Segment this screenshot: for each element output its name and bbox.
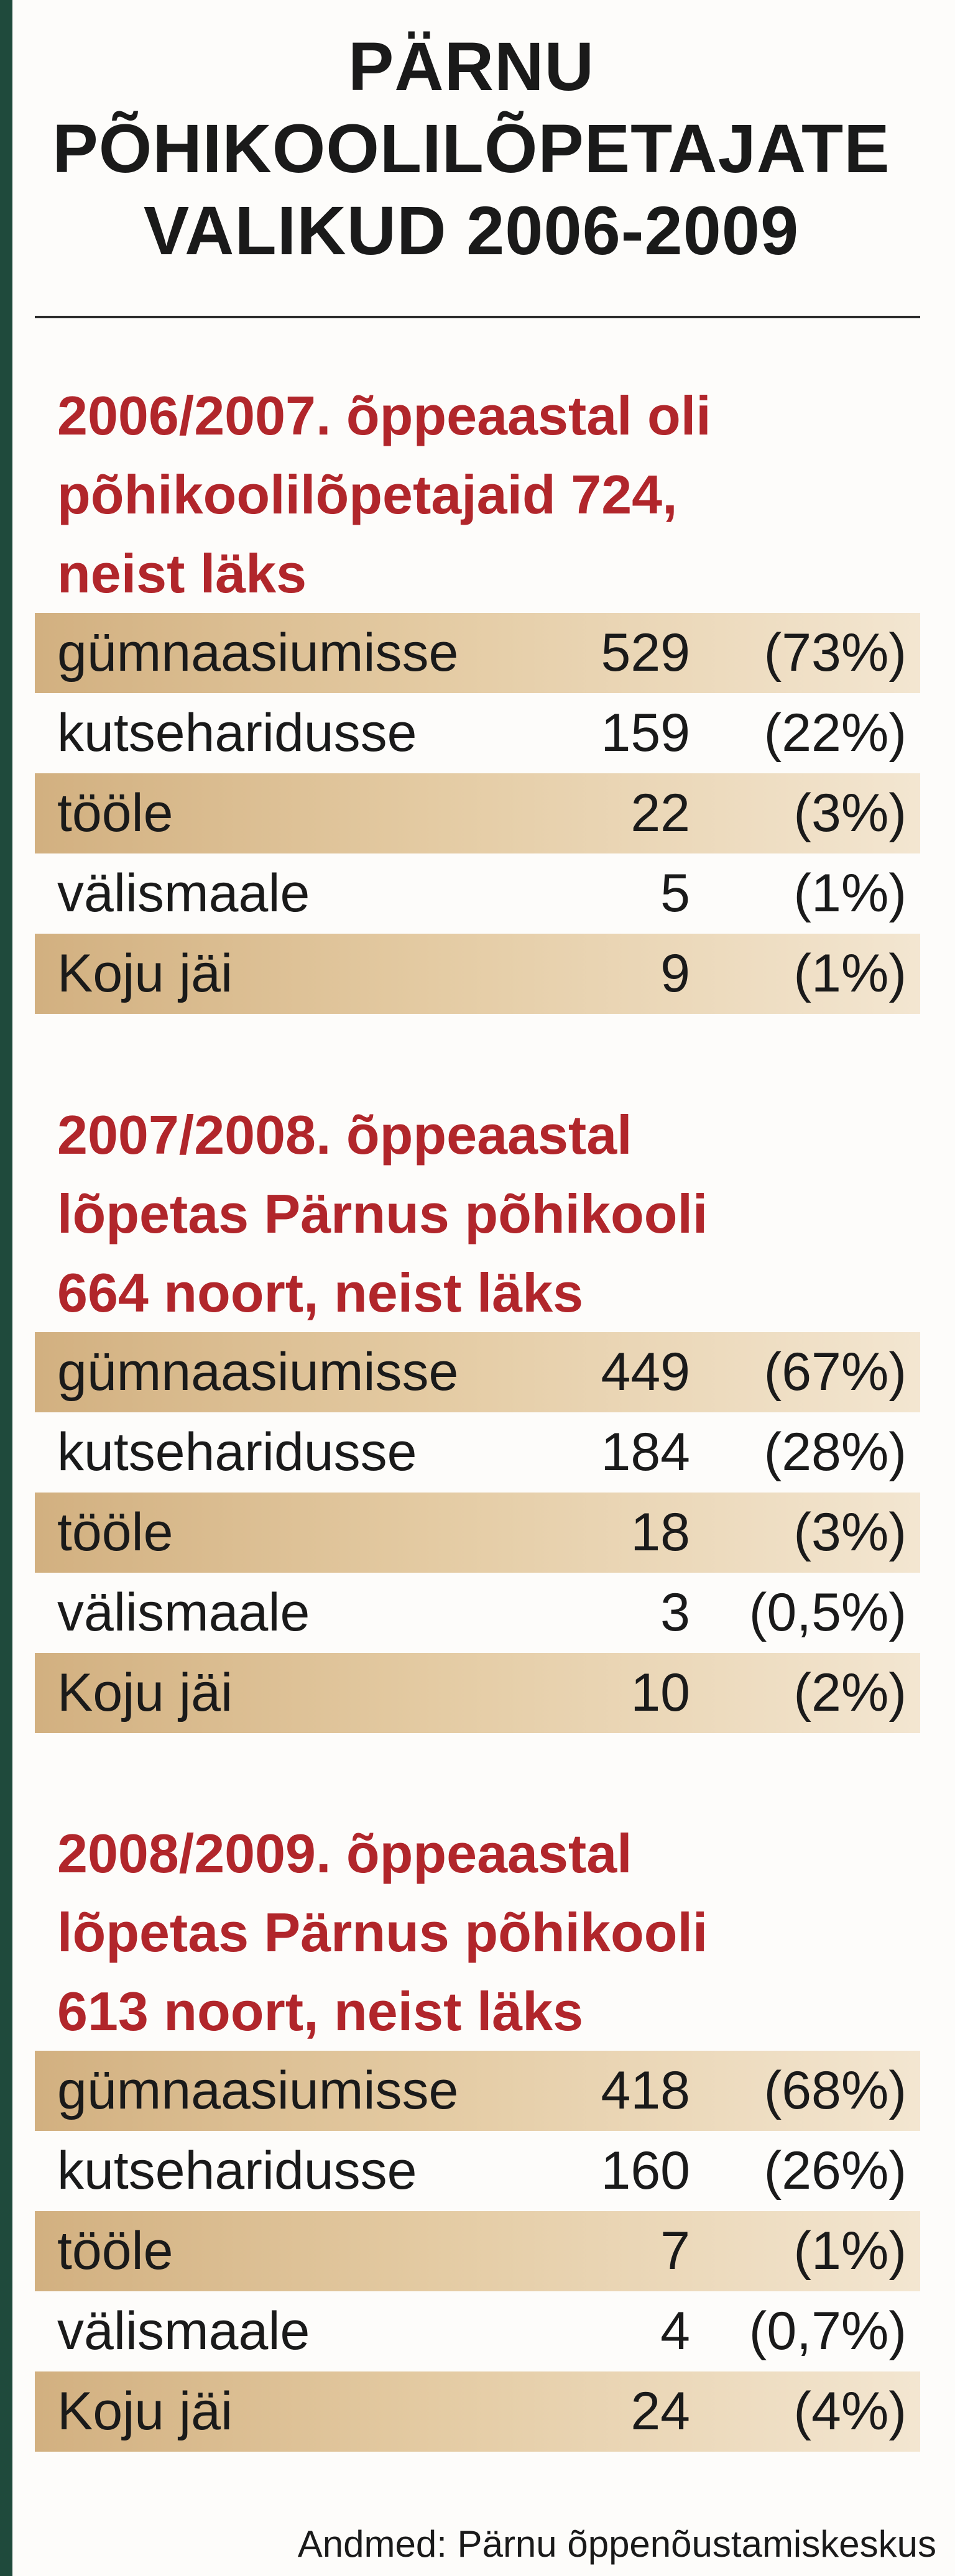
- section-heading: [57, 1814, 920, 2051]
- table-row: [35, 773, 920, 853]
- row-label: Koju jäi: [57, 944, 233, 1003]
- table-row: [35, 2051, 920, 2131]
- row-label: tööle: [57, 2221, 173, 2281]
- table-row: [35, 2211, 920, 2291]
- row-count: 18: [630, 1502, 690, 1562]
- row-label: kutseharidusse: [57, 2141, 417, 2201]
- row-percent: (0,5%): [749, 1583, 907, 1642]
- row-label: välismaale: [57, 1583, 310, 1642]
- row-percent: (22%): [764, 703, 907, 763]
- table-row: [35, 1573, 920, 1653]
- section-heading-line: lõpetas Pärnus põhikooli: [57, 1902, 708, 1963]
- table-row: [35, 2371, 920, 2452]
- title-line-3: VALIKUD 2006-2009: [143, 193, 800, 269]
- section-heading-line: neist läks: [57, 543, 307, 604]
- section-heading-line: 664 noort, neist läks: [57, 1262, 584, 1323]
- row-percent: (3%): [793, 1502, 907, 1562]
- row-label: kutseharidusse: [57, 1422, 417, 1482]
- table-row: [35, 1412, 920, 1493]
- page-title: [19, 26, 924, 272]
- data-table: [35, 2051, 920, 2452]
- source-note: Andmed: Pärnu õppenõustamiskeskus: [297, 2523, 936, 2565]
- section-heading: [57, 376, 920, 613]
- section-heading-line: lõpetas Pärnus põhikooli: [57, 1183, 708, 1244]
- row-percent: (1%): [793, 944, 907, 1003]
- row-count: 159: [601, 703, 690, 763]
- row-count: 418: [601, 2061, 690, 2120]
- row-count: 449: [601, 1342, 690, 1402]
- row-label: välismaale: [57, 863, 310, 923]
- data-table: [35, 1332, 920, 1733]
- table-row: [35, 613, 920, 693]
- row-count: 10: [630, 1663, 690, 1723]
- row-percent: (1%): [793, 863, 907, 923]
- section-heading-line: põhikoolilõpetajaid 724,: [57, 464, 678, 525]
- row-percent: (0,7%): [749, 2301, 907, 2361]
- row-count: 4: [660, 2301, 690, 2361]
- row-percent: (26%): [764, 2141, 907, 2201]
- title-line-2: PÕHIKOOLILÕPETAJATE: [52, 111, 890, 187]
- row-percent: (4%): [793, 2381, 907, 2441]
- table-row: [35, 2131, 920, 2211]
- row-count: 3: [660, 1583, 690, 1642]
- row-count: 22: [630, 783, 690, 843]
- row-label: kutseharidusse: [57, 703, 417, 763]
- row-label: gümnaasiumisse: [57, 623, 459, 683]
- row-label: Koju jäi: [57, 1663, 233, 1723]
- table-row: [35, 934, 920, 1014]
- data-table: [35, 613, 920, 1014]
- row-count: 160: [601, 2141, 690, 2201]
- table-row: [35, 1653, 920, 1733]
- row-percent: (73%): [764, 623, 907, 683]
- section-heading-line: 2007/2008. õppeaastal: [57, 1104, 632, 1166]
- section-heading-line: 2008/2009. õppeaastal: [57, 1823, 632, 1884]
- row-label: gümnaasiumisse: [57, 1342, 459, 1402]
- row-label: tööle: [57, 783, 173, 843]
- title-line-1: PÄRNU: [348, 29, 595, 105]
- left-accent-bar: [0, 0, 12, 2576]
- section-heading-line: 2006/2007. õppeaastal oli: [57, 385, 711, 446]
- table-row: [35, 853, 920, 934]
- row-percent: (2%): [793, 1663, 907, 1723]
- row-percent: (68%): [764, 2061, 907, 2120]
- row-label: Koju jäi: [57, 2381, 233, 2441]
- row-label: tööle: [57, 1502, 173, 1562]
- row-count: 24: [630, 2381, 690, 2441]
- row-count: 7: [660, 2221, 690, 2281]
- row-count: 9: [660, 944, 690, 1003]
- table-row: [35, 1332, 920, 1412]
- section-2006-2007: [35, 376, 920, 1014]
- row-count: 5: [660, 863, 690, 923]
- section-2008-2009: [35, 1814, 920, 2452]
- row-percent: (3%): [793, 783, 907, 843]
- row-count: 529: [601, 623, 690, 683]
- row-percent: (67%): [764, 1342, 907, 1402]
- section-heading-line: 613 noort, neist läks: [57, 1980, 584, 2042]
- section-heading: [57, 1095, 920, 1332]
- title-divider: [35, 316, 920, 318]
- row-label: välismaale: [57, 2301, 310, 2361]
- table-row: [35, 693, 920, 773]
- table-row: [35, 1493, 920, 1573]
- row-label: gümnaasiumisse: [57, 2061, 459, 2120]
- row-percent: (28%): [764, 1422, 907, 1482]
- table-row: [35, 2291, 920, 2371]
- row-percent: (1%): [793, 2221, 907, 2281]
- row-count: 184: [601, 1422, 690, 1482]
- section-2007-2008: [35, 1095, 920, 1733]
